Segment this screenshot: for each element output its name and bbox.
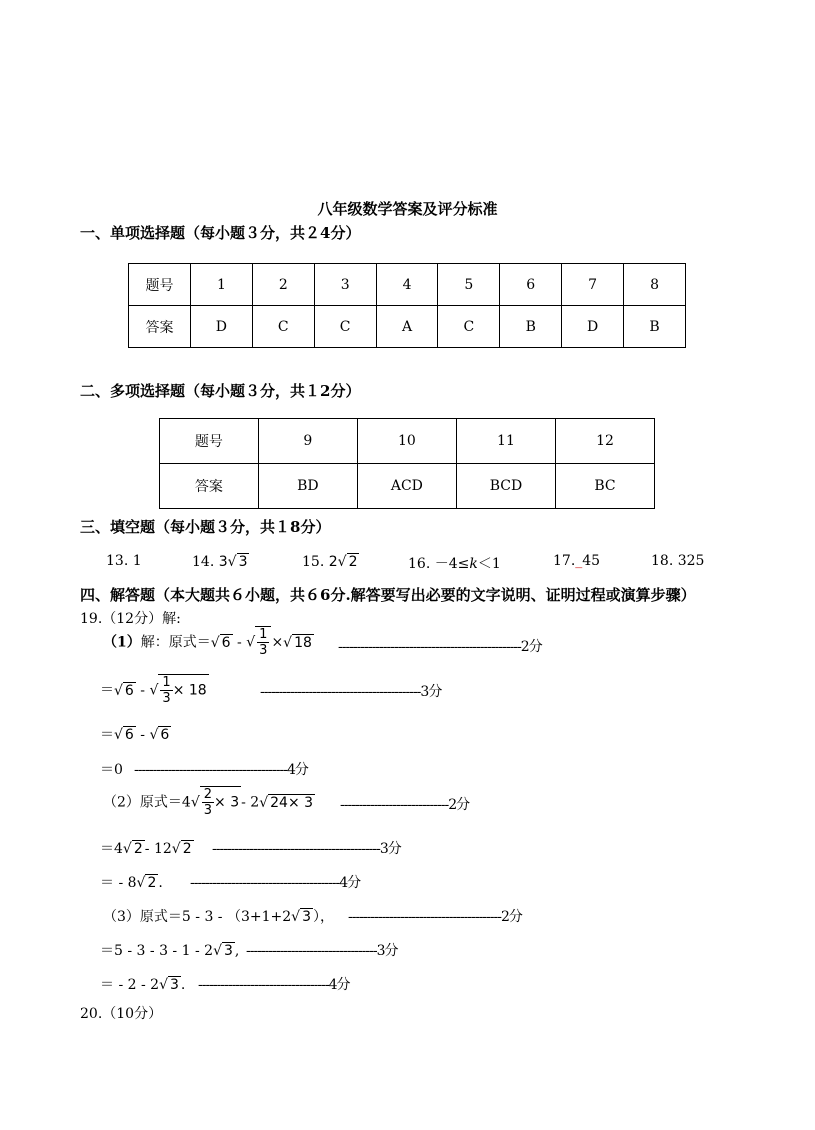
fill-label: 15. <box>302 554 325 570</box>
sqrt-expression: √ 24× 3 <box>259 794 314 811</box>
radicand: 18 <box>294 634 312 651</box>
radicand-tail: × 3 <box>214 794 240 811</box>
question-19-label: 19.（12分）解: <box>80 611 181 627</box>
q19-part2-step2 <box>100 838 194 858</box>
sqrt-expression: √ 2 <box>171 841 192 857</box>
sqrt-expression: √ 18 <box>283 634 312 651</box>
radicand: 2 <box>147 875 157 891</box>
radicand <box>255 626 271 658</box>
table-cell: 题号 <box>160 419 259 464</box>
table-cell: ACD <box>357 464 456 509</box>
table-cell: 答案 <box>129 306 191 348</box>
step-text: ）， <box>313 909 335 925</box>
table-answer-row <box>129 306 686 348</box>
score-leader-line: -----------------------------2分 <box>340 797 470 813</box>
radicand: 24× 3 <box>270 794 314 811</box>
radicand: 3 <box>170 977 179 993</box>
q19-part3-step2 <box>100 940 239 960</box>
table-cell: A <box>376 306 438 348</box>
q19-part1-step3: ＝√ 6 - √ 6 <box>100 727 170 743</box>
score: 3分 <box>420 684 442 700</box>
question-20-label: 20.（10分） <box>80 1006 163 1022</box>
numerator: 2 <box>203 787 213 802</box>
sqrt-expression: √ 6 <box>114 727 134 743</box>
coef: 2 <box>328 554 338 570</box>
fill-answer-15 <box>302 553 359 570</box>
radicand: 3 <box>302 909 312 925</box>
fill-text: 16. －4≤ <box>408 556 470 572</box>
fill-answer-17 <box>553 553 600 569</box>
fill-answer-13: 13. 1 <box>106 553 142 569</box>
sqrt-expression: √ 3 <box>159 977 179 993</box>
denominator: 3 <box>162 691 171 706</box>
fill-label: 14. <box>192 554 215 570</box>
fill-answer-14 <box>192 553 249 570</box>
coef: 3 <box>218 554 228 570</box>
table-answer-row <box>160 464 655 509</box>
score-leader-line: -----------------------------------3分 <box>246 943 398 959</box>
part-label: （1） <box>103 634 141 651</box>
score-leader-line: -------------------------------------------3分 <box>260 684 442 700</box>
radicand: 3 <box>223 943 233 959</box>
radicand: 6 <box>124 682 134 699</box>
table-cell: C <box>314 306 376 348</box>
table-cell: BD <box>258 464 357 509</box>
step-text: 解：原式＝ <box>140 634 211 651</box>
fraction <box>257 627 269 658</box>
table-cell: 2 <box>252 264 314 306</box>
table-header-row <box>129 264 686 306</box>
q19-part3-step3 <box>100 974 185 994</box>
sqrt-expression: √ 2 <box>136 875 157 891</box>
step-text: - 2 <box>241 794 260 811</box>
table-cell: D <box>562 306 624 348</box>
period: . <box>180 977 186 993</box>
radicand: 2 <box>182 841 192 857</box>
table-cell: D <box>190 306 252 348</box>
q19-part2-step3 <box>100 872 163 892</box>
score-leader-line: ---------------------------------------------3分 <box>212 841 401 857</box>
table-header-row <box>160 419 655 464</box>
fill-answer-16 <box>408 553 501 573</box>
fill-label: 17. <box>553 553 576 569</box>
radicand-tail: × 18 <box>172 682 207 699</box>
score-leader-line: ----------------------------------------4分 <box>190 875 361 891</box>
step-text: （3）原式＝5 - 3 - （3+1+2 <box>103 909 292 925</box>
q19-part1-step2: ＝√ 6 - √ $\frac{1}{3}$ × 18 <box>100 675 207 706</box>
radicand: 6 <box>124 727 134 743</box>
table-cell: 9 <box>258 419 357 464</box>
multi-choice-answer-table <box>159 418 655 509</box>
step-text: ＝5 - 3 - 3 - 1 - 2 <box>100 943 214 959</box>
page-title: 八年级数学答案及评分标准 <box>317 200 498 218</box>
score: 2分 <box>448 797 470 813</box>
score: 2分 <box>520 639 542 655</box>
table-cell: 10 <box>357 419 456 464</box>
table-cell: 题号 <box>129 264 191 306</box>
table-cell: 3 <box>314 264 376 306</box>
fill-value: 45 <box>582 553 601 569</box>
section-1-heading: 一、单项选择题（每小题３分，共２4分） <box>80 224 361 242</box>
radicand <box>200 786 241 818</box>
section-2-heading: 二、多项选择题（每小题３分，共１2分） <box>80 382 361 400</box>
radicand: 6 <box>221 634 231 651</box>
equals-sign: ＝ <box>100 727 114 743</box>
comma: , <box>234 943 240 959</box>
step-text: ＝4 <box>100 841 123 857</box>
step-text: ＝ - 8 <box>100 875 137 891</box>
score-leader-line: -------------------------------------------------2分 <box>338 639 542 655</box>
table-cell: B <box>624 306 686 348</box>
equals-sign: ＝ <box>100 682 114 699</box>
table-cell: BCD <box>456 464 555 509</box>
fraction <box>160 675 172 706</box>
table-cell: 12 <box>556 419 655 464</box>
table-cell: C <box>438 306 500 348</box>
score: 3分 <box>379 841 401 857</box>
score-leader-line: -----------------------------------4分 <box>198 977 350 993</box>
sqrt-expression: 3√ 3 <box>218 554 248 570</box>
score-leader-line: -----------------------------------------4分 <box>134 762 308 778</box>
table-cell: 8 <box>624 264 686 306</box>
numerator: 1 <box>162 675 171 690</box>
score: 4分 <box>339 875 361 891</box>
sqrt-expression: √ 6 <box>114 682 134 699</box>
fill-text: ＜1 <box>477 556 501 572</box>
radicand <box>158 674 208 706</box>
score: 3分 <box>376 943 398 959</box>
table-cell: 11 <box>456 419 555 464</box>
score: 4分 <box>286 762 308 778</box>
q19-part1-step4: ＝0 <box>100 762 123 778</box>
denominator: 3 <box>203 803 213 818</box>
radicand: 6 <box>160 727 170 743</box>
table-cell: 7 <box>562 264 624 306</box>
q19-part3-step1 <box>103 906 334 926</box>
radicand: 3 <box>238 554 248 570</box>
table-cell: 答案 <box>160 464 259 509</box>
step-text: ＝ - 2 - 2 <box>100 977 160 993</box>
sqrt-expression: √ $\frac{1}{3}$ <box>246 626 271 658</box>
q19-part1-step1: （1）解：原式＝√ 6 - √ $\frac{1}{3}$ ×√ 18 <box>103 627 312 658</box>
table-cell: 1 <box>190 264 252 306</box>
period: . <box>158 875 163 891</box>
table-cell: C <box>252 306 314 348</box>
variable-k: k <box>469 556 478 572</box>
sqrt-expression: √ 6 <box>149 727 170 743</box>
table-cell: 6 <box>500 264 562 306</box>
sqrt-expression: √ $\frac{2}{3}$ × 3 <box>190 787 240 818</box>
sqrt-expression: √ 2 <box>122 841 143 857</box>
table-cell: B <box>500 306 562 348</box>
table-cell: BC <box>556 464 655 509</box>
radicand: 2 <box>133 841 143 857</box>
fill-underscore: _ <box>575 553 583 569</box>
step-text: （2）原式＝4 <box>103 794 191 811</box>
sqrt-expression: √ 6 <box>210 634 231 651</box>
section-3-heading: 三、填空题（每小题３分，共１8分） <box>80 518 331 536</box>
q19-part2-step1 <box>103 786 315 818</box>
score: 2分 <box>500 909 522 925</box>
table-cell: 4 <box>376 264 438 306</box>
numerator: 1 <box>259 627 268 642</box>
fill-answer-18: 18. 325 <box>651 553 705 569</box>
score: 4分 <box>328 977 350 993</box>
sqrt-expression: √ $\frac{1}{3}$ × 18 <box>149 675 207 706</box>
fraction <box>202 787 214 818</box>
score-leader-line: -----------------------------------------2分 <box>348 909 522 925</box>
denominator: 3 <box>259 643 268 658</box>
step-text: - 12 <box>144 841 172 857</box>
sqrt-expression: 2√ 2 <box>328 554 358 570</box>
section-4-heading: 四、解答题（本大题共６小题，共６6分.解答要写出必要的文字说明、证明过程或演算步骤） <box>80 586 696 604</box>
sqrt-expression: √ 3 <box>213 943 233 959</box>
table-cell: 5 <box>438 264 500 306</box>
sqrt-expression: √ 3 <box>291 909 312 925</box>
single-choice-answer-table <box>128 263 686 348</box>
radicand: 2 <box>348 554 358 570</box>
times-sign: × <box>271 634 284 651</box>
